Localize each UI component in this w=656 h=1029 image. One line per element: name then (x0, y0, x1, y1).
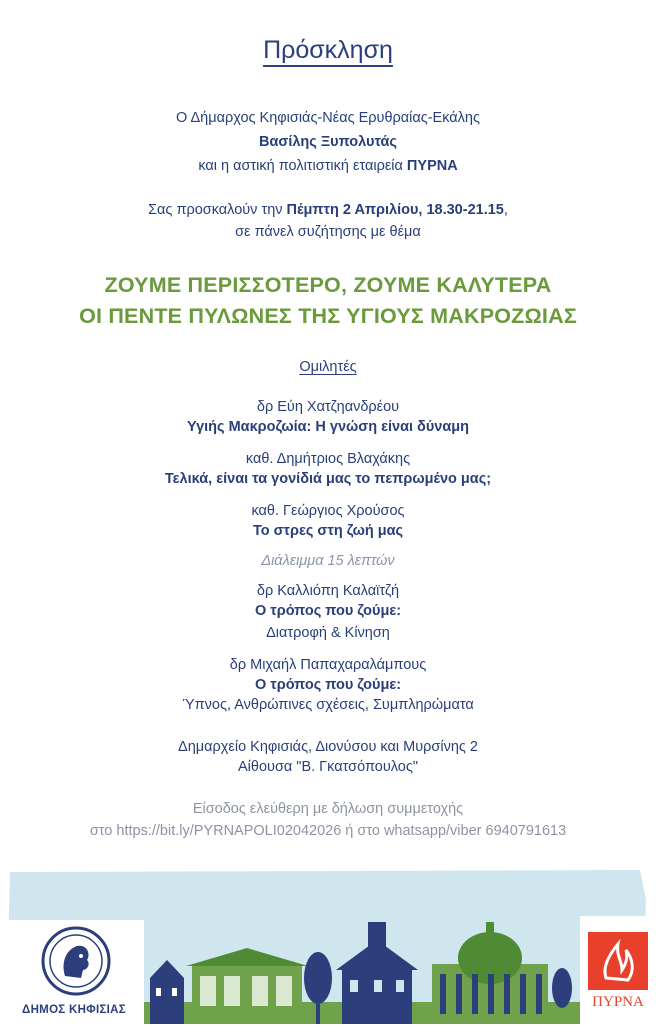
speakers-heading: Ομιλητές (299, 359, 357, 375)
organizer-line: και η αστική πολιτιστική εταιρεία ΠΥΡΝΑ (198, 158, 458, 174)
speaker-name: δρ Εύη Χατζηανδρέου (256, 399, 400, 415)
venue-hall: Αίθουσα "Β. Γκατσόπουλος" (238, 759, 418, 775)
pyrna-logo-text: ΠΥΡΝΑ (592, 994, 644, 1010)
registration-info: στο https://bit.ly/PYRNAPOLI02042026 ή στο whatsapp/viber 6940791613 (89, 823, 567, 839)
speaker-name: δρ Καλλιόπη Καλαϊτζή (256, 583, 400, 599)
organizer-name: ΠΥΡΝΑ (406, 158, 458, 174)
footer-illustration (0, 860, 656, 1024)
speaker-name: καθ. Γεώργιος Χρούσος (251, 503, 405, 519)
speaker-name: δρ Μιχαήλ Παπαχαραλάμπους (229, 657, 427, 673)
page-title: Πρόσκληση (263, 36, 393, 64)
kifisia-logo-text: ΔΗΜΟΣ ΚΗΦΙΣΙΑΣ (22, 1004, 126, 1016)
speaker-talk: Το στρες στη ζωή μας (252, 523, 404, 539)
speaker-talk: Ο τρόπος που ζούμε: (254, 603, 402, 619)
pyrna-flame-icon (588, 932, 648, 990)
speaker-talk: Τελικά, είναι τα γονίδιά μας το πεπρωμένο μας; (164, 471, 492, 487)
pyrna-logo (580, 916, 656, 1024)
headline-line-1: ΖΟΥΜΕ ΠΕΡΙΣΣΟΤΕΡΟ, ΖΟΥΜΕ ΚΑΛΥΤΕΡΑ (104, 273, 552, 297)
invite-line: Σας προσκαλούν την Πέμπτη 2 Απριλίου, 18.30-21.15, (148, 202, 508, 218)
invite-topic-line: σε πάνελ συζήτησης με θέμα (235, 224, 421, 240)
venue-address: Δημαρχείο Κηφισιάς, Διονύσου και Μυρσίνης 2 (178, 739, 478, 755)
speaker-talk: Υγιής Μακροζωία: Η γνώση είναι δύναμη (187, 419, 469, 435)
kifisia-emblem-icon (41, 926, 111, 996)
speaker-name: καθ. Δημήτριος Βλαχάκης (245, 451, 411, 467)
entry-note: Είσοδος ελεύθερη με δήλωση συμμετοχής (192, 801, 464, 817)
mayor-name: Βασίλης Ξυπολυτάς (259, 134, 397, 150)
speaker-talk: Ο τρόπος που ζούμε: (254, 677, 402, 693)
kifisia-logo (4, 920, 144, 1024)
break-note: Διάλειμμα 15 λεπτών (261, 553, 395, 569)
headline-line-2: ΟΙ ΠΕΝΤΕ ΠΥΛΩΝΕΣ ΤΗΣ ΥΓΙΟΥΣ ΜΑΚΡΟΖΩΙΑΣ (79, 304, 577, 328)
speaker-talk-detail: Ύπνος, Ανθρώπινες σχέσεις, Συμπληρώματα (182, 697, 474, 713)
host-line: Ο Δήμαρχος Κηφισιάς-Νέας Ερυθραίας-Εκάλης (175, 110, 480, 126)
speaker-talk-detail: Διατροφή & Κίνηση (266, 625, 390, 641)
event-date: Πέμπτη 2 Απριλίου, 18.30-21.15 (286, 202, 504, 218)
